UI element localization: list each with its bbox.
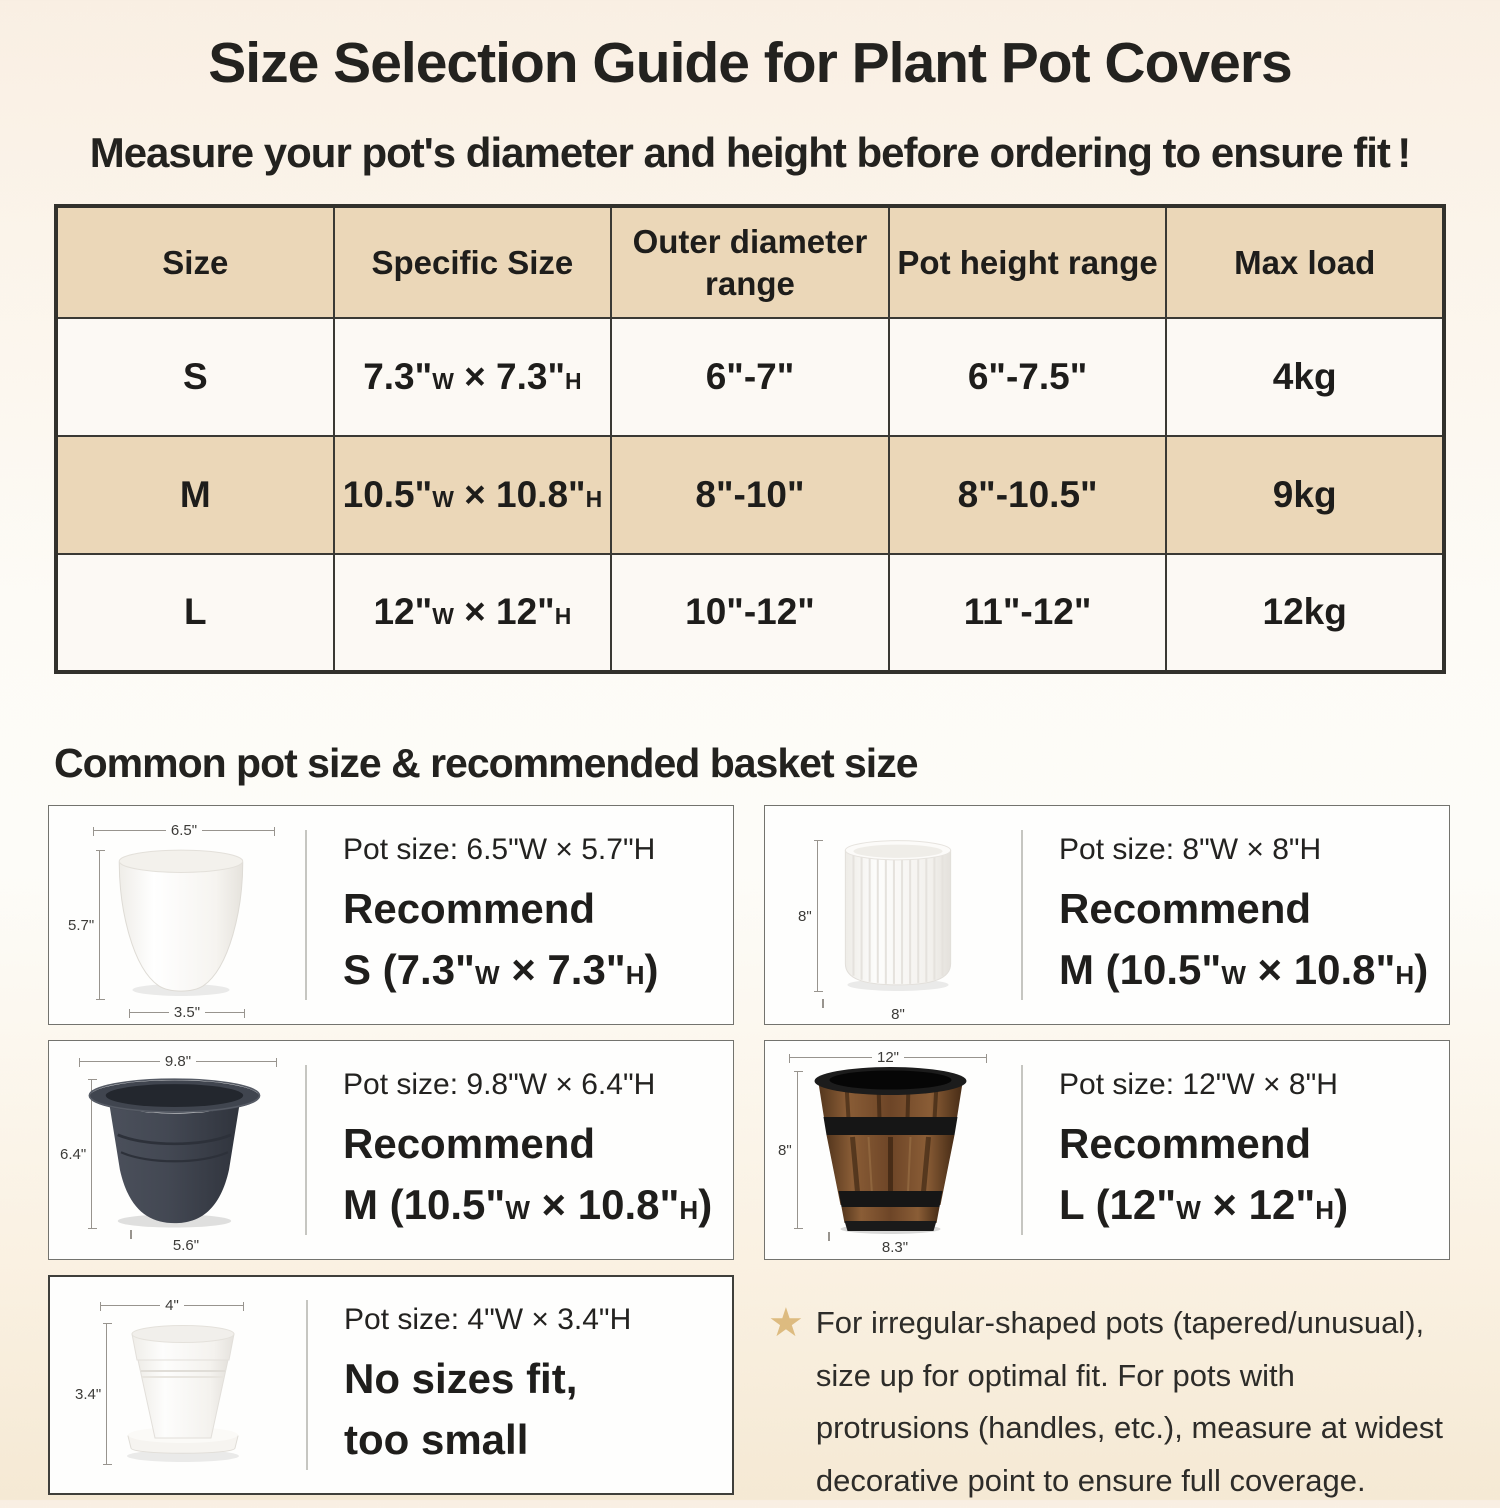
dimension-line-left: 3.4" [70, 1323, 107, 1465]
recommend-size: M (10.5"W × 10.8"H) [343, 1180, 713, 1228]
table-row-m [56, 436, 1444, 554]
star-icon: ★ [768, 1301, 804, 1345]
smooth-white-pot-image [105, 836, 257, 1000]
pot-card-charcoal [48, 1040, 734, 1260]
recommend-label: Recommend [343, 884, 596, 932]
pot-size-text: Pot size: 8"W × 8"H [1059, 832, 1322, 866]
small-white-pot-image [108, 1313, 258, 1469]
dimension-line-left: 8" [793, 840, 818, 992]
col-header-outer-diameter: Outer diameter range [611, 206, 889, 318]
col-header-pot-height: Pot height range [889, 206, 1167, 318]
ribbed-cylinder-pot-image [827, 830, 969, 996]
pot-card-barrel [764, 1040, 1450, 1260]
specific-size-cell: 7.3"W × 7.3"H [334, 318, 612, 436]
recommend-size: L (12"W × 12"H) [1059, 1180, 1349, 1228]
pot-card-ribbed-white [764, 805, 1450, 1025]
max-load-cell: 4kg [1166, 318, 1444, 436]
pot-figure [765, 806, 1021, 1024]
pot-size-text: Pot size: 12"W × 8"H [1059, 1067, 1338, 1101]
page-subtitle: Measure your pot's diameter and height before ordering to ensure fit ! [89, 129, 1411, 176]
specific-size-cell: 10.5"W × 10.8"H [334, 436, 612, 554]
pot-card-small-white [48, 805, 734, 1025]
charcoal-pot-image [85, 1067, 265, 1231]
card-text [1023, 1068, 1348, 1232]
dimension-line-top: 9.8" [79, 1053, 277, 1070]
dimension-line-bottom: 5.6" [172, 1237, 200, 1254]
max-load-cell: 9kg [1166, 436, 1444, 554]
sizing-note-text: For irregular-shaped pots (tapered/unusual), size up for optimal fit. For pots with protrusions (handles, etc.), measure at widest decorative point to ensure full coverage. [815, 1305, 1444, 1499]
pot-size-text: Pot size: 9.8"W × 6.4"H [343, 1067, 656, 1101]
recommend-label: Recommend [1059, 1119, 1312, 1167]
pot-height-cell: 8"-10.5" [889, 436, 1167, 554]
dimension-line-left: 8" [773, 1071, 798, 1229]
size-cell: L [56, 554, 334, 672]
pot-height-cell: 6"-7.5" [889, 318, 1167, 436]
pot-figure [765, 1041, 1021, 1259]
outer-diameter-cell: 8"-10" [611, 436, 889, 554]
table-row-s [56, 318, 1444, 436]
pot-size-text: Pot size: 4"W × 3.4"H [344, 1302, 632, 1336]
max-load-cell: 12kg [1166, 554, 1444, 672]
pot-height-cell: 11"-12" [889, 554, 1167, 672]
pot-size-text: Pot size: 6.5"W × 5.7"H [343, 832, 656, 866]
recommend-size: M (10.5"W × 10.8"H) [1059, 945, 1429, 993]
dimension-line-top: 6.5" [93, 822, 275, 839]
dimension-line-bottom: 8.3" [881, 1239, 909, 1256]
table-row-l [56, 554, 1444, 672]
pot-figure [50, 1277, 306, 1493]
card-text [307, 833, 659, 997]
page-title: Size Selection Guide for Plant Pot Covers [208, 31, 1292, 95]
pot-figure [49, 806, 305, 1024]
no-fit-label-line2: too small [344, 1415, 529, 1463]
pot-card-too-small [48, 1275, 734, 1495]
barrel-pot-image [803, 1059, 979, 1237]
size-table [54, 204, 1446, 674]
dimension-line-bottom: 3.5" [129, 1004, 245, 1021]
size-table-header-row [56, 206, 1444, 318]
size-cell: M [56, 436, 334, 554]
card-text [1023, 833, 1428, 997]
card-text [308, 1303, 631, 1467]
recommend-size: S (7.3"W × 7.3"H) [343, 945, 659, 993]
no-fit-label-line1: No sizes fit, [344, 1354, 578, 1402]
card-text [307, 1068, 712, 1232]
recommend-label: Recommend [1059, 884, 1312, 932]
dimension-line-left: 6.4" [55, 1079, 92, 1229]
size-cell: S [56, 318, 334, 436]
col-header-specific-size: Specific Size [334, 206, 612, 318]
dimension-line-top: 12" [789, 1049, 987, 1066]
specific-size-cell: 12"W × 12"H [334, 554, 612, 672]
section-heading: Common pot size & recommended basket size [54, 740, 918, 786]
sizing-note [764, 1275, 1450, 1508]
pot-cards-grid [48, 805, 1450, 1508]
pot-figure [49, 1041, 305, 1259]
recommend-label: Recommend [343, 1119, 596, 1167]
dimension-line-bottom: 8" [891, 1006, 905, 1023]
dimension-line-left: 5.7" [63, 850, 100, 1000]
outer-diameter-cell: 6"-7" [611, 318, 889, 436]
dimension-line-top: 4" [100, 1297, 244, 1314]
col-header-size: Size [56, 206, 334, 318]
col-header-max-load: Max load [1166, 206, 1444, 318]
outer-diameter-cell: 10"-12" [611, 554, 889, 672]
